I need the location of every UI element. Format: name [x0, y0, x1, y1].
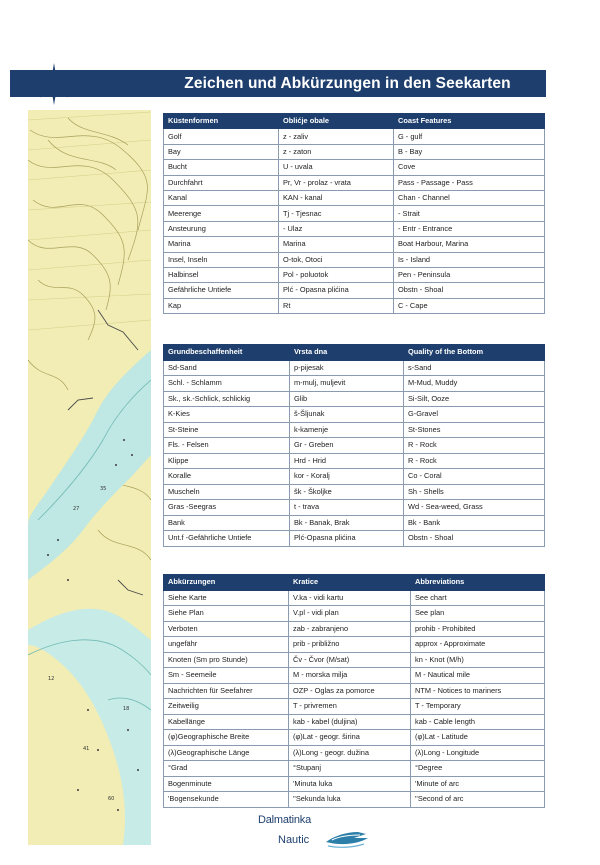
table-cell: (φ)Lat - geogr. širina: [289, 730, 411, 746]
table-cell: Obstn - Shoal: [394, 283, 545, 298]
table-row: [164, 298, 545, 313]
table-cell: Marina: [279, 237, 394, 252]
table-header-row: [164, 345, 545, 361]
table-cell: Durchfahrt: [164, 175, 279, 190]
table-cell: ''Sekunda luka: [289, 792, 411, 808]
table-cell: Zeitweilig: [164, 699, 289, 715]
table-cell: Bay: [164, 144, 279, 159]
table-cell: Gefährliche Untiefe: [164, 283, 279, 298]
table-row: [164, 206, 545, 221]
table-cell: °Stupanj: [289, 761, 411, 777]
table-cell: Sd-Sand: [164, 360, 290, 376]
table-row: [164, 606, 545, 622]
table-row: [164, 391, 545, 407]
table-row: [164, 637, 545, 653]
column-header: Vrsta dna: [290, 345, 404, 361]
table-cell: Pen - Peninsula: [394, 267, 545, 282]
table-cell: 'Bogensekunde: [164, 792, 289, 808]
table-cell: prohib - Prohibited: [411, 621, 545, 637]
table-cell: (φ)Geographische Breite: [164, 730, 289, 746]
logo-text-line2: Nautic: [278, 834, 310, 846]
table-cell: Koralle: [164, 469, 290, 485]
table-cell: approx - Approximate: [411, 637, 545, 653]
table-cell: s-Sand: [404, 360, 545, 376]
table-row: [164, 252, 545, 267]
table-cell: K-Kies: [164, 407, 290, 423]
table-cell: Sk., sk.-Schlick, schlickig: [164, 391, 290, 407]
table-cell: Tj - Tjesnac: [279, 206, 394, 221]
table-cell: T - privremen: [289, 699, 411, 715]
svg-text:18: 18: [123, 706, 130, 712]
table-cell: Gr - Greben: [290, 438, 404, 454]
table-cell: O-tok, Otoci: [279, 252, 394, 267]
table-cell: Hrd - Hrid: [290, 453, 404, 469]
table-cell: Marina: [164, 237, 279, 252]
table-row: [164, 144, 545, 159]
table-row: [164, 453, 545, 469]
table-row: [164, 745, 545, 761]
table-cell: G - gulf: [394, 129, 545, 144]
table-cell: p-pijesak: [290, 360, 404, 376]
table-cell: t - trava: [290, 500, 404, 516]
table-cell: z - zaton: [279, 144, 394, 159]
table-cell: U - uvala: [279, 160, 394, 175]
table-cell: m-mulj, muljevit: [290, 376, 404, 392]
table-cell: M-Mud, Muddy: [404, 376, 545, 392]
table-cell: zab - zabranjeno: [289, 621, 411, 637]
table-cell: Bk - Bank: [404, 515, 545, 531]
table-cell: Schl. - Schlamm: [164, 376, 290, 392]
table-cell: T - Temporary: [411, 699, 545, 715]
table-row: [164, 730, 545, 746]
table-cell: Sh - Shells: [404, 484, 545, 500]
table-cell: prib - približno: [289, 637, 411, 653]
table-cell: k-kamenje: [290, 422, 404, 438]
table-cell: kor - Koralj: [290, 469, 404, 485]
table-cell: - Ulaz: [279, 221, 394, 236]
table-cell: G-Gravel: [404, 407, 545, 423]
logo-text-line1: Dalmatinka: [258, 814, 312, 826]
table-cell: kn - Knot (M/h): [411, 652, 545, 668]
table-row: [164, 469, 545, 485]
table-row: [164, 376, 545, 392]
table-row: [164, 283, 545, 298]
table-cell: 'Minute of arc: [411, 776, 545, 792]
table-cell: Bk - Banak, Brak: [290, 515, 404, 531]
table-cell: Bogenminute: [164, 776, 289, 792]
column-header: Abbreviations: [411, 575, 545, 591]
svg-text:27: 27: [73, 506, 80, 512]
table-row: [164, 714, 545, 730]
table-cell: Golf: [164, 129, 279, 144]
table-cell: Knoten (Sm pro Stunde): [164, 652, 289, 668]
column-header: Oblićje obale: [279, 114, 394, 129]
coast-features-table: [163, 113, 545, 314]
table-cell: Siehe Karte: [164, 590, 289, 606]
table-row: [164, 668, 545, 684]
table-row: [164, 500, 545, 516]
table-cell: ''Second of arc: [411, 792, 545, 808]
table-cell: See chart: [411, 590, 545, 606]
table-cell: R - Rock: [404, 438, 545, 454]
table-cell: 'Minuta luka: [289, 776, 411, 792]
column-header: Coast Features: [394, 114, 545, 129]
table-cell: °Grad: [164, 761, 289, 777]
table-row: [164, 484, 545, 500]
table-cell: OZP - Oglas za pomorce: [289, 683, 411, 699]
table-cell: Kap: [164, 298, 279, 313]
table-row: [164, 621, 545, 637]
table-row: [164, 129, 545, 144]
table-cell: Rt: [279, 298, 394, 313]
table-row: [164, 190, 545, 205]
svg-text:35: 35: [100, 486, 107, 492]
column-header: Kratice: [289, 575, 411, 591]
table-cell: Gras -Seegras: [164, 500, 290, 516]
table-header-row: [164, 575, 545, 591]
table-cell: Halbinsel: [164, 267, 279, 282]
table-cell: See plan: [411, 606, 545, 622]
table-cell: Obstn - Shoal: [404, 531, 545, 547]
table-cell: šk - Školjke: [290, 484, 404, 500]
table-row: [164, 438, 545, 454]
table-cell: Pr, Vr - prolaz - vrata: [279, 175, 394, 190]
table-row: [164, 531, 545, 547]
table-cell: St-Steine: [164, 422, 290, 438]
table-cell: Kabellänge: [164, 714, 289, 730]
table-cell: V.pl - vidi plan: [289, 606, 411, 622]
boat-logo-icon: [324, 824, 368, 850]
table-cell: Meerenge: [164, 206, 279, 221]
column-header: Grundbeschaffenheit: [164, 345, 290, 361]
table-row: [164, 515, 545, 531]
table-cell: St-Stones: [404, 422, 545, 438]
table-cell: Sm - Seemeile: [164, 668, 289, 684]
table-cell: Bucht: [164, 160, 279, 175]
table-cell: (φ)Lat - Latitude: [411, 730, 545, 746]
table-cell: Glib: [290, 391, 404, 407]
table-row: [164, 175, 545, 190]
table-row: [164, 699, 545, 715]
column-header: Abkürzungen: [164, 575, 289, 591]
table-cell: Kanal: [164, 190, 279, 205]
table-row: [164, 652, 545, 668]
table-cell: Cove: [394, 160, 545, 175]
table-cell: Wd - Sea-weed, Grass: [404, 500, 545, 516]
column-header: Quality of the Bottom: [404, 345, 545, 361]
nautical-chart-image: [28, 110, 151, 845]
table-cell: Insel, Inseln: [164, 252, 279, 267]
table-row: [164, 237, 545, 252]
table-cell: z - zaliv: [279, 129, 394, 144]
table-cell: Siehe Plan: [164, 606, 289, 622]
table-row: [164, 792, 545, 808]
table-cell: Co - Coral: [404, 469, 545, 485]
table-cell: NTM - Notices to mariners: [411, 683, 545, 699]
table-cell: V.ka - vidi kartu: [289, 590, 411, 606]
table-cell: Pass - Passage - Pass: [394, 175, 545, 190]
table-cell: Ansteurung: [164, 221, 279, 236]
table-row: [164, 360, 545, 376]
bottom-quality-table: [163, 344, 545, 547]
table-cell: (λ)Long - geogr. dužina: [289, 745, 411, 761]
table-cell: Muscheln: [164, 484, 290, 500]
table-cell: Čv - Čvor (M/sat): [289, 652, 411, 668]
table-cell: M - morska milja: [289, 668, 411, 684]
table-row: [164, 407, 545, 423]
abbreviations-table: [163, 574, 545, 808]
table-cell: R - Rock: [404, 453, 545, 469]
table-cell: Unt.f -Gefährliche Untiefe: [164, 531, 290, 547]
table-cell: Chan - Channel: [394, 190, 545, 205]
table-row: [164, 776, 545, 792]
table-cell: Klippe: [164, 453, 290, 469]
table-row: [164, 267, 545, 282]
table-cell: Si-Silt, Ooze: [404, 391, 545, 407]
page-title: Zeichen und Abkürzungen in den Seekarten: [184, 75, 511, 92]
table-row: [164, 422, 545, 438]
column-header: Küstenformen: [164, 114, 279, 129]
table-row: [164, 761, 545, 777]
table-cell: °Degree: [411, 761, 545, 777]
table-cell: - Entr - Entrance: [394, 221, 545, 236]
table-cell: (λ)Long - Longitude: [411, 745, 545, 761]
brand-logo: [258, 810, 368, 854]
table-row: [164, 683, 545, 699]
table-cell: - Strait: [394, 206, 545, 221]
svg-text:41: 41: [83, 746, 90, 752]
table-cell: KAN - kanal: [279, 190, 394, 205]
table-cell: B - Bay: [394, 144, 545, 159]
table-cell: Plć-Opasna plićina: [290, 531, 404, 547]
table-cell: Verboten: [164, 621, 289, 637]
table-cell: kab - kabel (duljina): [289, 714, 411, 730]
table-cell: Nachrichten für Seefahrer: [164, 683, 289, 699]
svg-text:60: 60: [108, 796, 115, 802]
table-row: [164, 590, 545, 606]
table-cell: C - Cape: [394, 298, 545, 313]
table-cell: Bank: [164, 515, 290, 531]
table-cell: ungefähr: [164, 637, 289, 653]
table-row: [164, 160, 545, 175]
table-cell: Boat Harbour, Marina: [394, 237, 545, 252]
table-cell: Pol - poluotok: [279, 267, 394, 282]
table-row: [164, 221, 545, 236]
table-cell: Fls. - Felsen: [164, 438, 290, 454]
table-cell: Plć - Opasna plićina: [279, 283, 394, 298]
table-cell: (λ)Geographische Länge: [164, 745, 289, 761]
table-cell: M - Nautical mile: [411, 668, 545, 684]
table-cell: š-Šljunak: [290, 407, 404, 423]
table-cell: Is - Island: [394, 252, 545, 267]
table-header-row: [164, 114, 545, 129]
table-cell: kab - Cable length: [411, 714, 545, 730]
svg-text:12: 12: [48, 676, 55, 682]
